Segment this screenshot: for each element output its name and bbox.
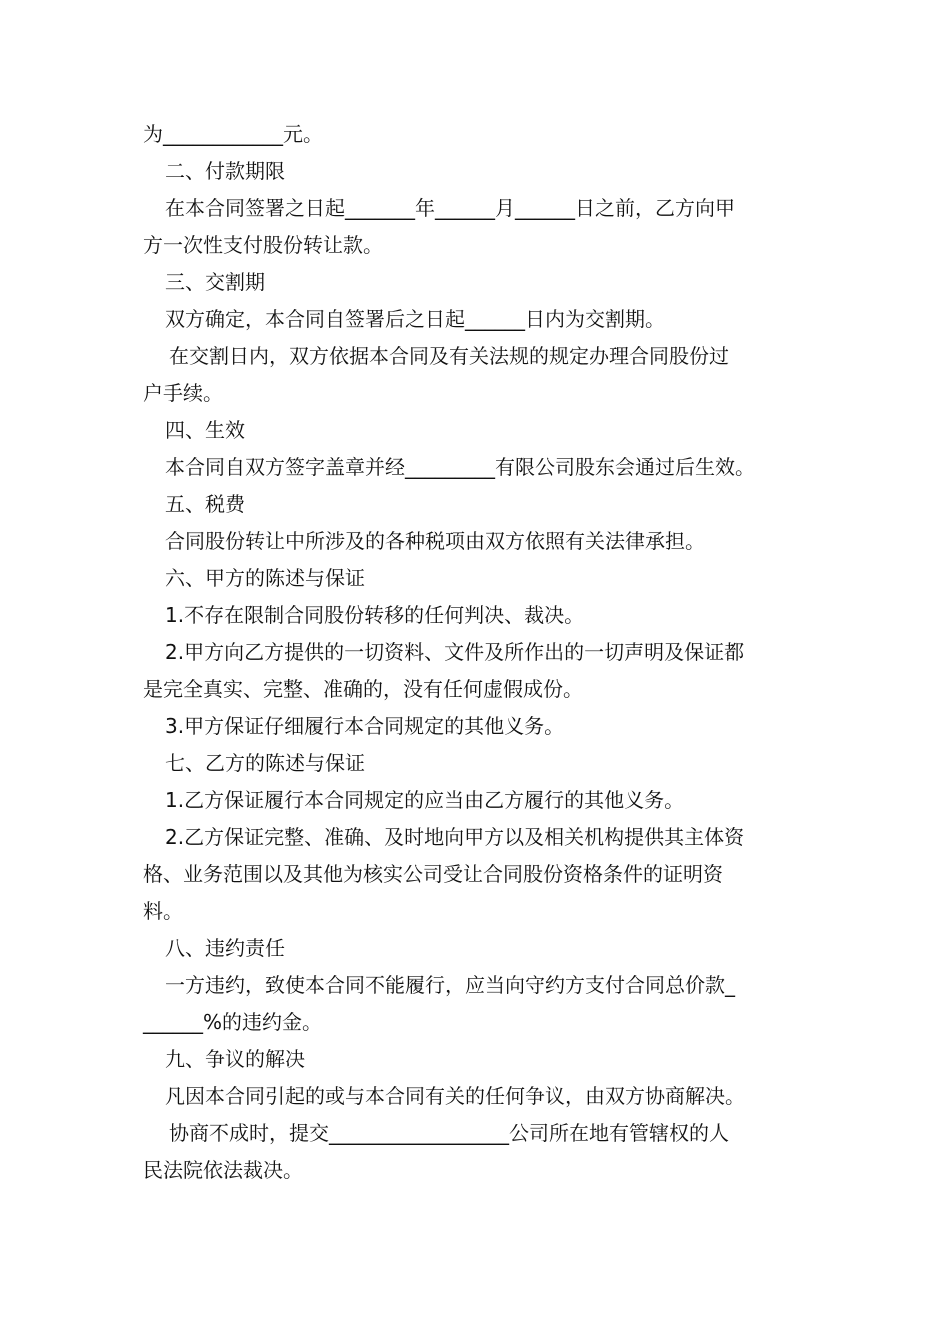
section-heading: 六、甲方的陈述与保证 <box>165 566 365 590</box>
text-line: 协商不成时，提交__________________公司所在地有管辖权的人 <box>169 1121 729 1145</box>
section-heading: 七、乙方的陈述与保证 <box>165 751 365 775</box>
text-line: 为____________元。 <box>143 122 323 146</box>
text-line: 民法院依法裁决。 <box>143 1158 303 1182</box>
text-line: 在本合同签署之日起_______年______月______日之前，乙方向甲 <box>165 196 735 220</box>
text-line: ______%的违约金。 <box>143 1010 323 1034</box>
text-line: 方一次性支付股份转让款。 <box>143 233 383 257</box>
text-line: 格、业务范围以及其他为核实公司受让合同股份资格条件的证明资 <box>143 862 723 886</box>
section-heading: 四、生效 <box>165 418 245 442</box>
text-line: 在交割日内，双方依据本合同及有关法规的规定办理合同股份过 <box>169 344 729 368</box>
text-line: 合同股份转让中所涉及的各种税项由双方依照有关法律承担。 <box>165 529 705 553</box>
document-body <box>143 116 815 1189</box>
text-line: 双方确定，本合同自签署后之日起______日内为交割期。 <box>165 307 665 331</box>
list-item: 1.乙方保证履行本合同规定的应当由乙方履行的其他义务。 <box>165 788 685 812</box>
section-heading: 九、争议的解决 <box>165 1047 305 1071</box>
section-heading: 二、付款期限 <box>165 159 285 183</box>
section-heading: 八、违约责任 <box>165 936 285 960</box>
text-line: 是完全真实、完整、准确的，没有任何虚假成份。 <box>143 677 583 701</box>
section-heading: 五、税费 <box>165 492 245 516</box>
text-line: 料。 <box>143 899 183 923</box>
text-line: 一方违约，致使本合同不能履行，应当向守约方支付合同总价款_ <box>165 973 735 997</box>
list-item: 3.甲方保证仔细履行本合同规定的其他义务。 <box>165 714 565 738</box>
list-item: 1.不存在限制合同股份转移的任何判决、裁决。 <box>165 603 585 627</box>
text-line: 本合同自双方签字盖章并经_________有限公司股东会通过后生效。 <box>165 455 755 479</box>
text-line: 户手续。 <box>143 381 223 405</box>
list-item: 2.甲方向乙方提供的一切资料、文件及所作出的一切声明及保证都 <box>165 640 745 664</box>
text-line: 凡因本合同引起的或与本合同有关的任何争议，由双方协商解决。 <box>165 1084 745 1108</box>
list-item: 2.乙方保证完整、准确、及时地向甲方以及相关机构提供其主体资 <box>165 825 745 849</box>
section-heading: 三、交割期 <box>165 270 265 294</box>
